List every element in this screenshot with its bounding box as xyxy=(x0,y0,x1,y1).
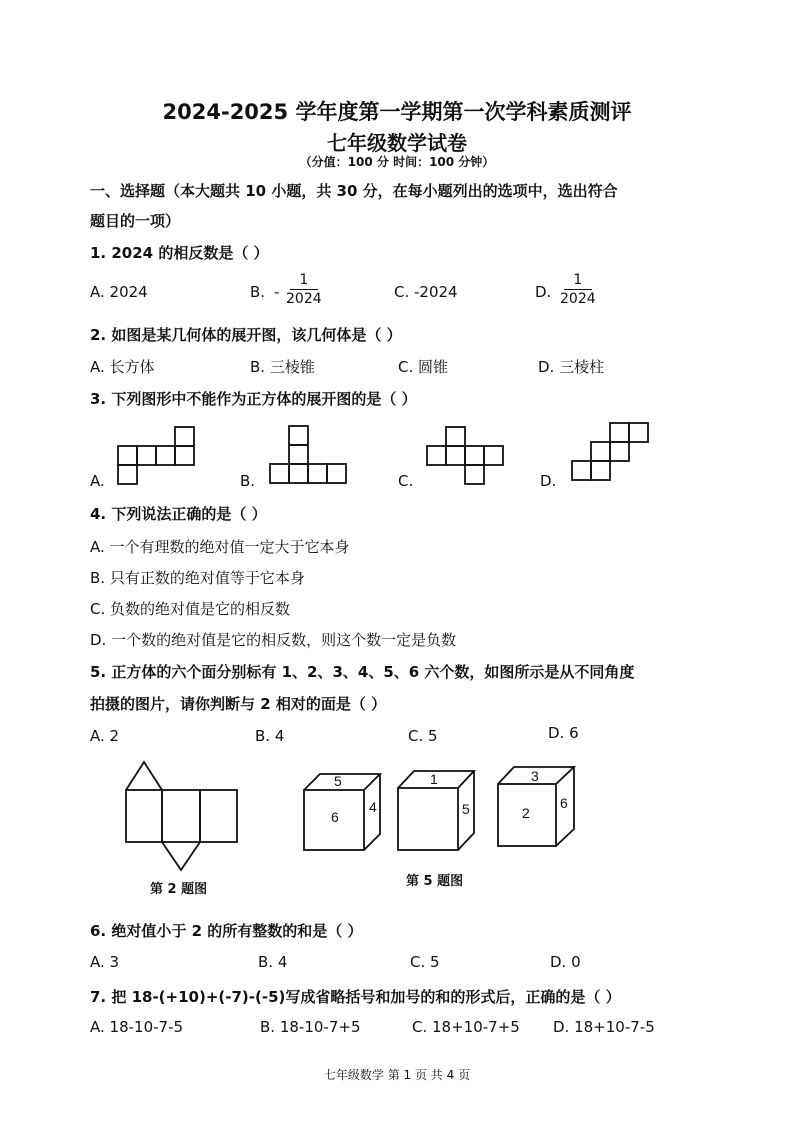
q7-option-c: C. 18+10-7+5 xyxy=(412,1018,520,1036)
cube2-top-label: 1 xyxy=(430,771,438,787)
q3-option-b: B. xyxy=(240,472,256,490)
q1-option-c: C. -2024 xyxy=(394,283,458,301)
q1-option-a: A. 2024 xyxy=(90,283,148,301)
cube2-side-label: 5 xyxy=(462,801,470,817)
fraction-denominator: 2024 xyxy=(286,291,322,307)
fraction-denominator: 2024 xyxy=(560,291,596,307)
section-heading: 一、选择题（本大题共 10 小题，共 30 分，在每小题列出的选项中，选出符合 xyxy=(90,182,618,200)
q5-option-d: D. 6 xyxy=(548,724,579,742)
q3-option-d: D. xyxy=(540,472,557,490)
q1-option-b-label: B. xyxy=(250,283,266,301)
cube1-top-label: 5 xyxy=(334,773,342,789)
question-2-stem: 2. 如图是某几何体的展开图，该几何体是（ ） xyxy=(90,326,402,344)
page-footer: 七年级数学 第 1 页 共 4 页 xyxy=(323,1068,471,1082)
question-3-stem: 3. 下列图形中不能作为正方体的展开图的是（ ） xyxy=(90,390,417,408)
q5-figure-caption: 第 5 题图 xyxy=(406,874,464,889)
section-heading-cont: 题目的一项） xyxy=(90,212,181,230)
cube3-top-label: 3 xyxy=(531,768,539,784)
question-1-stem: 1. 2024 的相反数是（ ） xyxy=(90,244,269,262)
question-5-stem: 5. 正方体的六个面分别标有 1、2、3、4、5、6 六个数，如图所示是从不同角度 xyxy=(90,663,635,681)
q4-option-d: D. 一个数的绝对值是它的相反数，则这个数一定是负数 xyxy=(90,631,457,649)
fraction-numerator: 1 xyxy=(573,272,583,288)
q1-option-b-sign: - xyxy=(274,283,280,301)
score-time-info: （分值：100 分 时间：100 分钟） xyxy=(299,155,495,169)
q7-option-a: A. 18-10-7-5 xyxy=(90,1018,184,1036)
fraction-numerator: 1 xyxy=(299,272,309,288)
q6-option-d: D. 0 xyxy=(550,953,581,971)
cube3-front-label: 2 xyxy=(522,805,530,821)
q2-figure-caption: 第 2 题图 xyxy=(150,882,208,897)
q4-option-a: A. 一个有理数的绝对值一定大于它本身 xyxy=(90,538,350,556)
q7-option-b: B. 18-10-7+5 xyxy=(260,1018,361,1036)
cube1-front-label: 6 xyxy=(331,809,339,825)
q2-option-a: A. 长方体 xyxy=(90,358,155,376)
q3-option-a: A. xyxy=(90,472,105,490)
q3-option-c: C. xyxy=(398,472,414,490)
exam-title: 2024-2025 学年度第一学期第一次学科素质测评 xyxy=(162,100,632,124)
question-6-stem: 6. 绝对值小于 2 的所有整数的和是（ ） xyxy=(90,922,363,940)
q6-option-b: B. 4 xyxy=(258,953,288,971)
q7-option-d: D. 18+10-7-5 xyxy=(553,1018,655,1036)
q1-option-d-label: D. xyxy=(535,283,552,301)
q4-option-c: C. 负数的绝对值是它的相反数 xyxy=(90,600,291,618)
question-7-stem: 7. 把 18-(+10)+(-7)-(-5)写成省略括号和加号的和的形式后，正确的是（ ） xyxy=(90,988,621,1006)
q6-option-a: A. 3 xyxy=(90,953,120,971)
q4-option-b: B. 只有正数的绝对值等于它本身 xyxy=(90,569,305,587)
exam-subtitle: 七年级数学试卷 xyxy=(327,131,467,155)
question-4-stem: 4. 下列说法正确的是（ ） xyxy=(90,505,267,523)
q6-option-c: C. 5 xyxy=(410,953,440,971)
prism-net xyxy=(126,762,237,870)
q5-option-a: A. 2 xyxy=(90,727,120,745)
question-5-stem-cont: 拍摄的图片，请你判断与 2 相对的面是（ ） xyxy=(90,695,387,713)
cube3-side-label: 6 xyxy=(560,795,568,811)
q5-option-c: C. 5 xyxy=(408,727,438,745)
q2-option-b: B. 三棱锥 xyxy=(250,358,315,376)
q2-option-d: D. 三棱柱 xyxy=(538,358,605,376)
cube1-side-label: 4 xyxy=(369,799,377,815)
q2-option-c: C. 圆锥 xyxy=(398,358,449,376)
q5-option-b: B. 4 xyxy=(255,727,285,745)
